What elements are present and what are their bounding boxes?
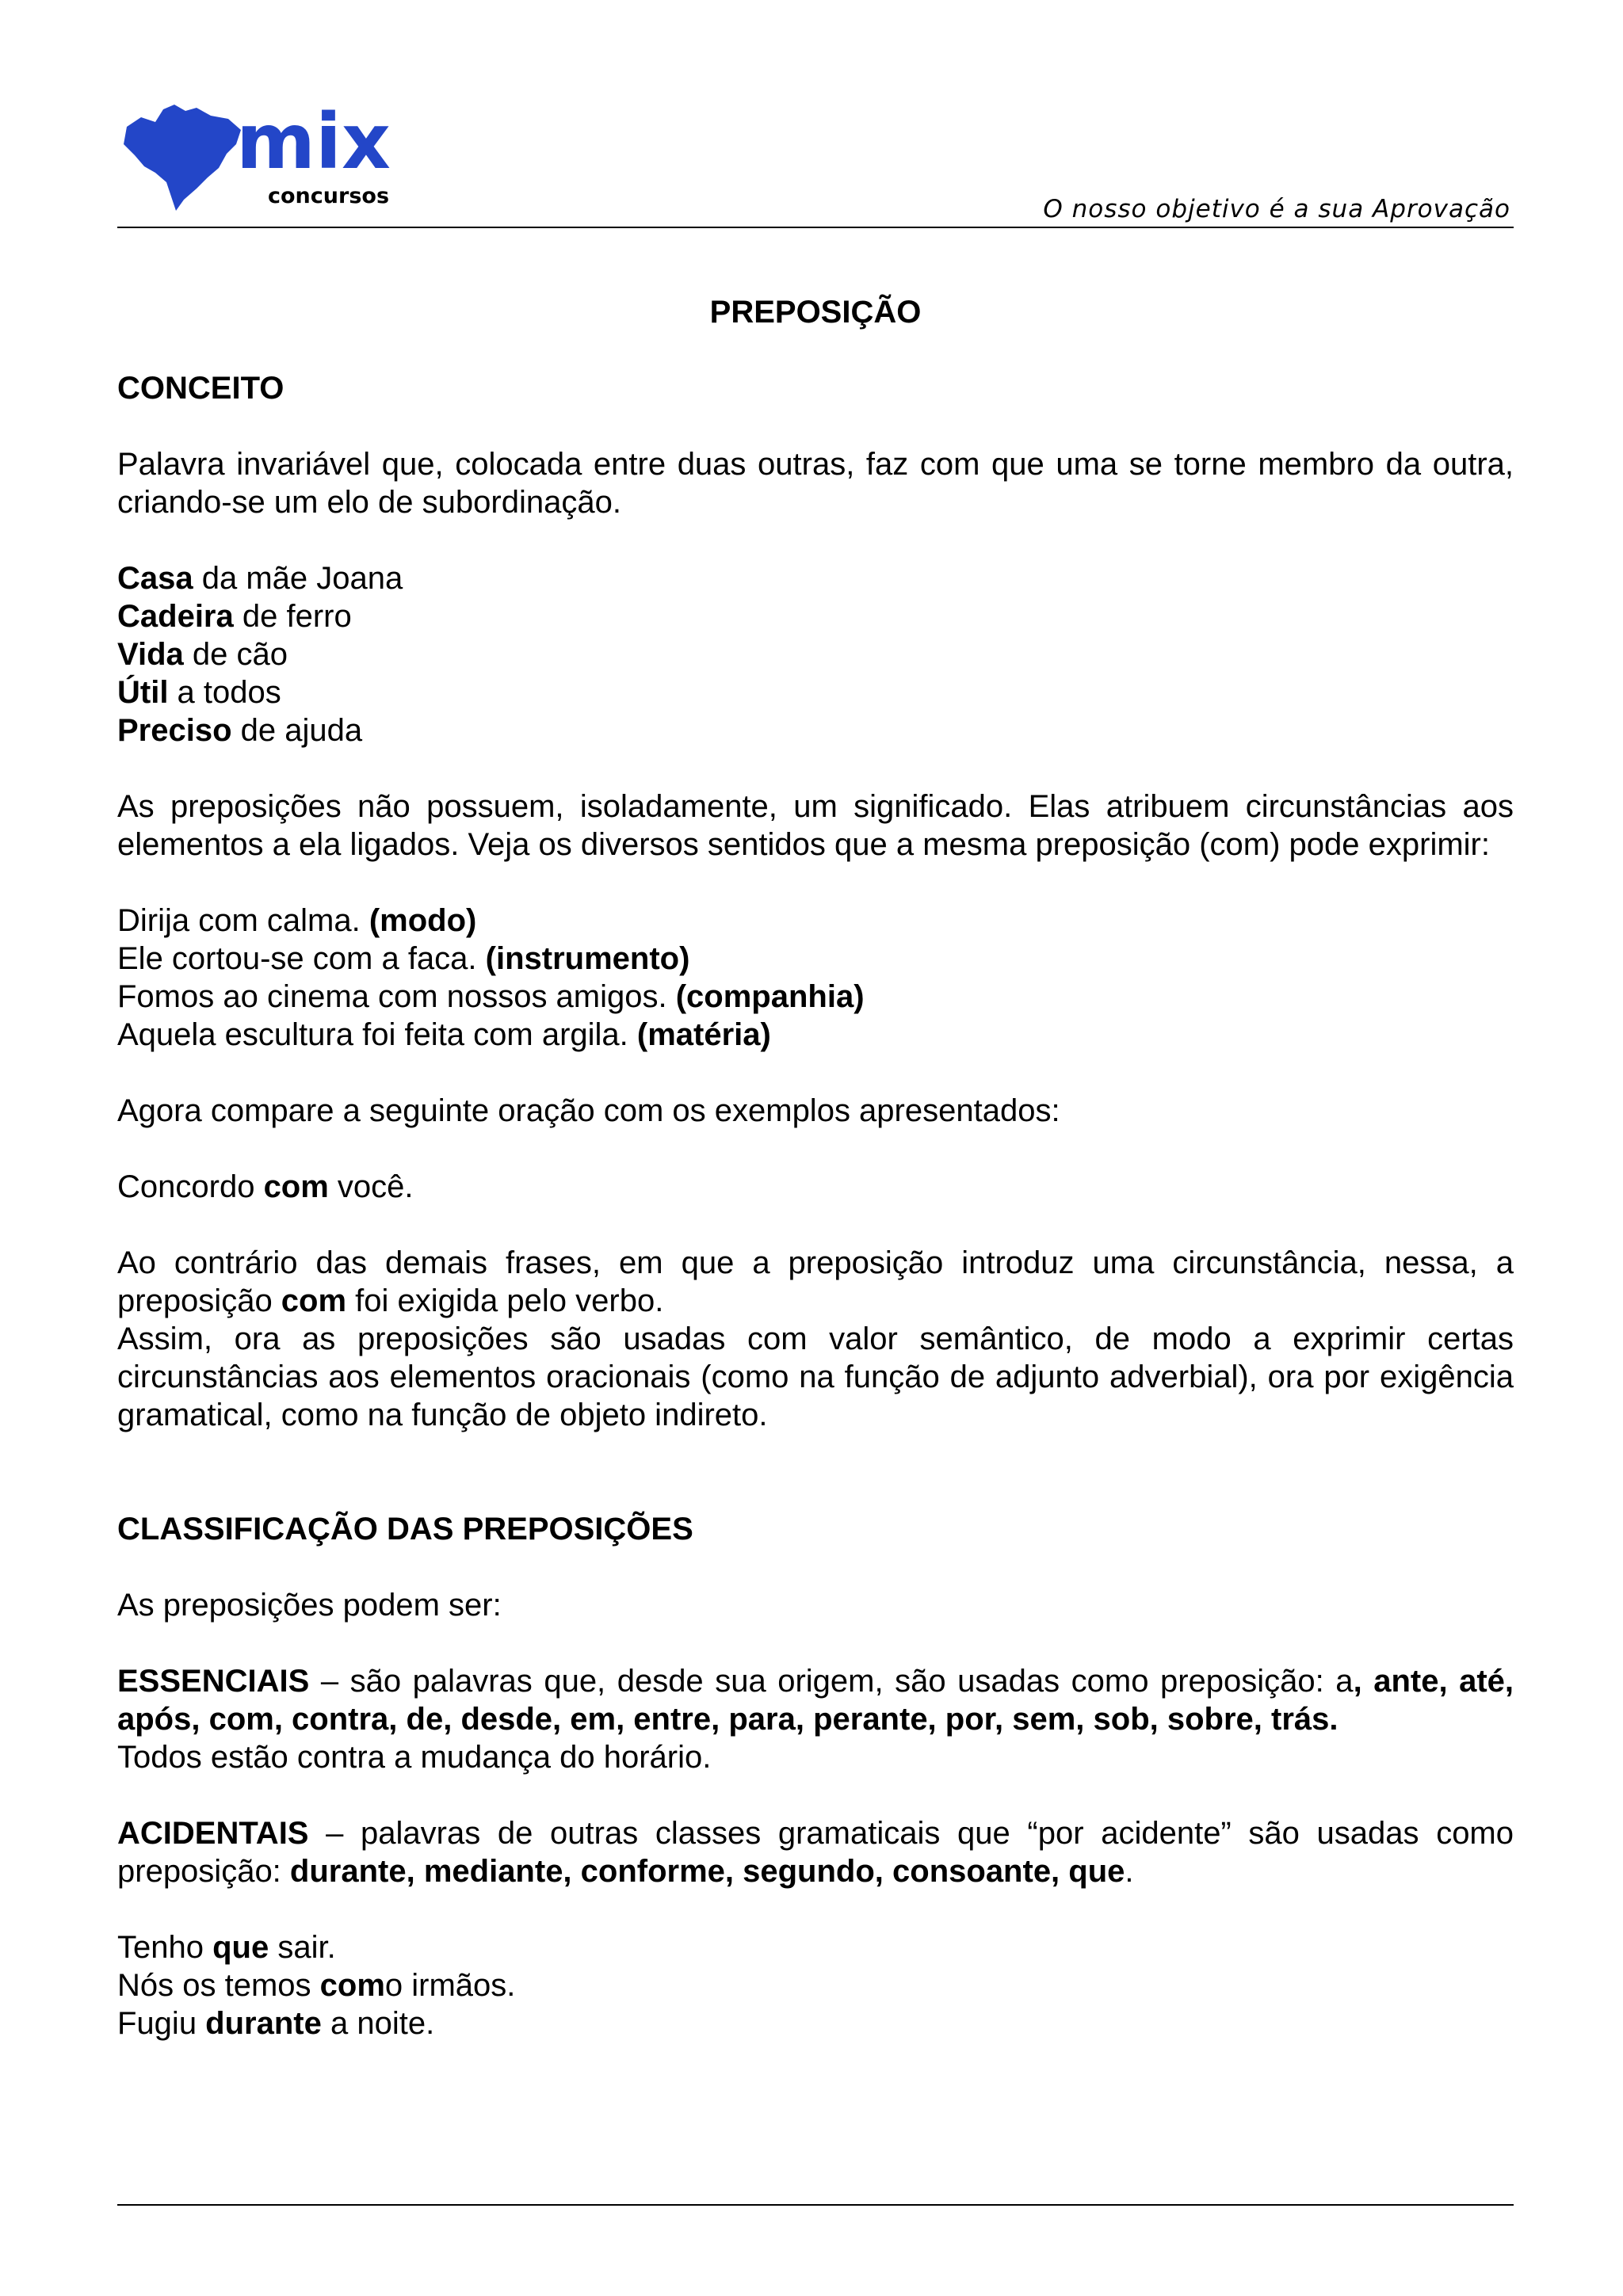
example-line: Preciso de ajuda	[117, 713, 363, 748]
acidental-example-line: Fugiu durante a noite.	[117, 2006, 435, 2041]
acidentais-paragraph: ACIDENTAIS – palavras de outras classes gramaticais que “por acidente” são usadas como preposição: durante, mediante, conforme, segundo, consoante, que.	[117, 1816, 1514, 1889]
svg-text:concursos: concursos	[268, 184, 390, 208]
page-header	[117, 95, 1514, 228]
definition-paragraph: Palavra invariável que, colocada entre duas outras, faz com que uma se torne membro da outra, criando-se um elo de subordinação.	[117, 447, 1514, 520]
example-line: Útil a todos	[117, 675, 281, 710]
example-line: Vida de cão	[117, 637, 288, 672]
classificacao-intro: As preposições podem ser:	[117, 1588, 502, 1623]
contrario-paragraph: Ao contrário das demais frases, em que a preposição introduz uma circunstância, nessa, a preposição com foi exigida pelo verbo.	[117, 1245, 1514, 1318]
section-heading-conceito: CONCEITO	[117, 371, 285, 406]
essenciais-paragraph: ESSENCIAIS – são palavras que, desde sua origem, são usadas como preposição: a, ante, até, após, com, contra, de, desde, em, entre, para, perante, por, sem, sob, sobre, trás.	[117, 1664, 1514, 1737]
concordo-line: Concordo com você.	[117, 1169, 414, 1204]
sense-line: Fomos ao cinema com nossos amigos. (companhia)	[117, 979, 865, 1014]
example-line: Casa da mãe Joana	[117, 561, 403, 596]
essenciais-example: Todos estão contra a mudança do horário.	[117, 1740, 712, 1775]
brazil-map-icon	[117, 95, 418, 214]
sense-line: Aquela escultura foi feita com argila. (matéria)	[117, 1017, 771, 1052]
svg-text:mix: mix	[236, 97, 391, 186]
example-line: Cadeira de ferro	[117, 599, 352, 634]
meaning-paragraph: As preposições não possuem, isoladamente, um significado. Elas atribuem circunstâncias aos elementos a ela ligados. Veja os diversos sentidos que a mesma preposição (com) pode exprimir:	[117, 789, 1514, 862]
assim-paragraph: Assim, ora as preposições são usadas com valor semântico, de modo a exprimir certas circunstâncias aos elementos oracionais (como na função de adjunto adverbial), ora por exigência gramatical, como na função de objeto indireto.	[117, 1322, 1514, 1432]
mix-concursos-logo	[117, 95, 418, 214]
header-tagline: O nosso objetivo é a sua Aprovação	[1043, 195, 1510, 223]
footer-divider	[117, 2204, 1514, 2206]
acidental-example-line: Tenho que sair.	[117, 1930, 336, 1965]
page-title: PREPOSIÇÃO	[709, 295, 922, 330]
document-body	[117, 293, 1514, 2042]
sense-line: Ele cortou-se com a faca. (instrumento)	[117, 941, 690, 976]
section-heading-classificacao: CLASSIFICAÇÃO DAS PREPOSIÇÕES	[117, 1512, 693, 1547]
sense-line: Dirija com calma. (modo)	[117, 903, 477, 938]
acidental-example-line: Nós os temos como irmãos.	[117, 1968, 516, 2003]
compare-paragraph: Agora compare a seguinte oração com os exemplos apresentados:	[117, 1093, 1060, 1128]
